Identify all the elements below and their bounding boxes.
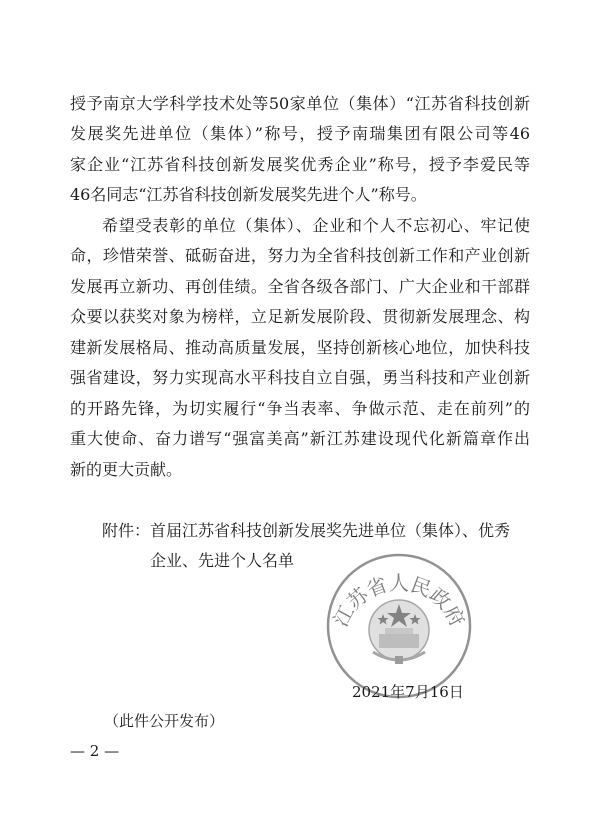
body-line-4: 46名同志“江苏省科技创新发展奖先进个人”称号。 xyxy=(70,185,427,204)
body-line-10: 强省建设，努力实现高水平科技自立自强，勇当科技和产业创新 xyxy=(70,368,530,387)
attachment-line-1: 首届江苏省科技创新发展奖先进单位（集体）、优秀 xyxy=(150,521,511,540)
national-emblem-icon xyxy=(369,600,429,664)
body-line-13: 新的更大贡献。 xyxy=(70,460,183,479)
body-line-12: 重大使命、奋力谱写“强富美高”新江苏建设现代化新篇章作出 xyxy=(70,429,530,448)
publication-note: （此件公开发布） xyxy=(104,712,225,730)
body-line-5: 希望受表彰的单位（集体）、企业和个人不忘初心、牢记使 xyxy=(102,216,530,235)
body-line-6: 命，珍惜荣誉、砥砺奋进，努力为全省科技创新工作和产业创新 xyxy=(70,246,530,265)
body-line-8: 众要以获奖对象为榜样，立足新发展阶段、贯彻新发展理念、构 xyxy=(70,307,530,326)
page-number: — 2 — xyxy=(70,742,120,760)
body-line-3: 家企业“江苏省科技创新发展奖优秀企业”称号，授予李爱民等 xyxy=(70,155,530,174)
attachment-label: 附件： xyxy=(102,521,151,540)
issue-date: 2021年7月16日 xyxy=(352,683,464,701)
body-line-1: 授予南京大学科学技术处等50家单位（集体）“江苏省科技创新 xyxy=(70,94,530,113)
body-line-2: 发展奖先进单位（集体）”称号，授予南瑞集团有限公司等46 xyxy=(70,124,530,143)
body-line-11: 的开路先锋，为切实履行“争当表率、争做示范、走在前列”的 xyxy=(70,399,530,418)
seal-arc-text: 江苏省人民政府 xyxy=(328,571,470,631)
body-line-9: 建新发展格局、推动高质量发展，坚持创新核心地位，加快科技 xyxy=(70,338,530,357)
government-seal-icon xyxy=(325,552,473,700)
attachment-line-2: 企业、先进个人名单 xyxy=(150,551,295,570)
body-line-7: 发展再立新功、再创佳绩。全省各级各部门、广大企业和干部群 xyxy=(70,277,530,296)
